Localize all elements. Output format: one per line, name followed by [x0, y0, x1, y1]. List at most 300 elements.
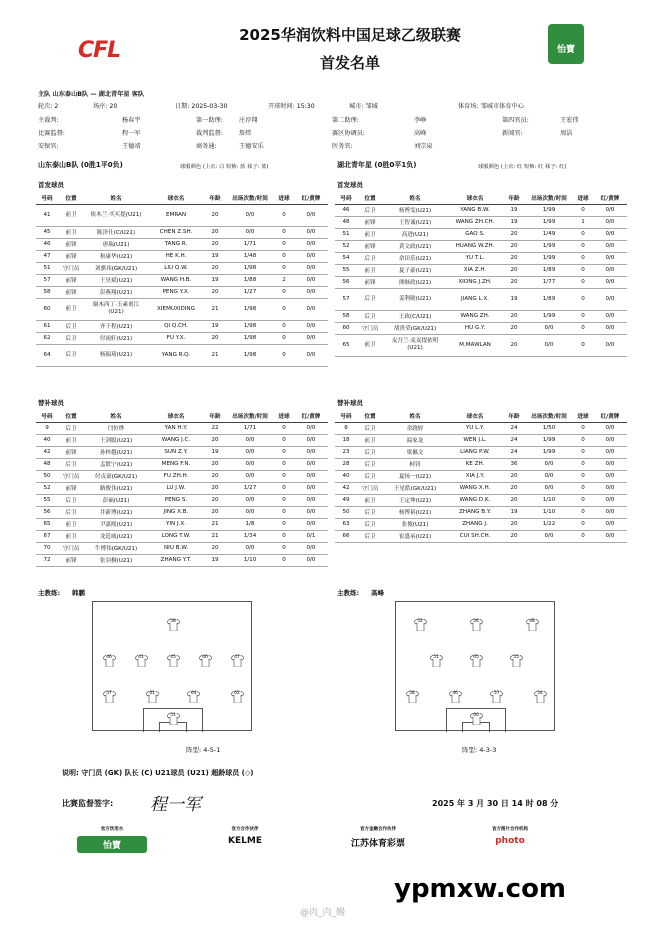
- player-number: 60: [473, 713, 479, 718]
- cell-name: 闫恒烨: [84, 422, 148, 434]
- cell-shirt: QI Q.CH.: [148, 320, 204, 332]
- cell-apps: 1/50: [525, 422, 573, 434]
- cell-cards: 0/0: [294, 482, 328, 494]
- cell-shirt: YU T.L.: [447, 252, 503, 264]
- cell-apps: 0/0: [525, 334, 573, 356]
- supervisor-signature: 程一军: [150, 795, 201, 815]
- player-shirt-icon: [470, 616, 483, 628]
- cell-age: 20: [204, 494, 226, 506]
- cell-pos: 前卫: [357, 264, 383, 276]
- cell-apps: 1/22: [525, 518, 573, 530]
- partner-block: [77, 826, 147, 853]
- cell-goals: 0: [274, 494, 294, 506]
- home-team-title: 山东泰山B队 (0胜1平0负): [38, 161, 123, 169]
- cell-no: 58: [335, 310, 357, 322]
- cell-shirt: MENG F.N.: [148, 458, 204, 470]
- cell-shirt: M.MAWLAN: [447, 334, 503, 356]
- player-shirt-icon: [490, 688, 503, 700]
- cell-shirt: SUN Z.Y.: [148, 446, 204, 458]
- table-row: [36, 298, 328, 320]
- table-row: [36, 262, 328, 274]
- away-formation-pitch: [395, 601, 555, 731]
- cell-cards: 0/0: [294, 204, 328, 226]
- table-row: [36, 320, 328, 332]
- player-number: 58: [409, 691, 415, 696]
- cell-goals: 0: [274, 554, 294, 566]
- cell-goals: 0: [573, 506, 593, 518]
- player-shirt-icon: [430, 652, 443, 664]
- cell-age: 24: [503, 434, 525, 446]
- column-header: 位置: [357, 192, 383, 204]
- cell-goals: 0: [274, 262, 294, 274]
- cell-age: 20: [503, 494, 525, 506]
- cell-apps: 1/10: [226, 554, 274, 566]
- cell-cards: 0/0: [593, 322, 627, 334]
- cell-shirt: ZHANG Y.T.: [148, 554, 204, 566]
- cell-pos: 前卫: [357, 228, 383, 240]
- referee: 杨春宇: [122, 117, 141, 124]
- cell-no: 51: [36, 262, 58, 274]
- cell-apps: 0/0: [226, 470, 274, 482]
- cell-cards: 0/0: [593, 276, 627, 288]
- cell-shirt: JIANG L.X.: [447, 288, 503, 310]
- table-row: [335, 310, 627, 322]
- cell-pos: 后卫: [357, 470, 383, 482]
- player-number: 51: [170, 713, 176, 718]
- cell-no: 61: [36, 320, 58, 332]
- cell-no: 50: [335, 506, 357, 518]
- table-row: [36, 204, 328, 226]
- cell-shirt: WANG J.C.: [148, 434, 204, 446]
- cell-no: 58: [36, 286, 58, 298]
- cell-pos: 前卫: [58, 530, 84, 542]
- cell-cards: 0/0: [593, 446, 627, 458]
- cell-no: 18: [335, 434, 357, 446]
- cell-goals: 0: [573, 518, 593, 530]
- cell-no: 45: [36, 226, 58, 238]
- cell-age: 22: [204, 422, 226, 434]
- cell-apps: 1/8: [226, 518, 274, 530]
- security: 王德靖: [122, 143, 141, 150]
- cell-goals: 0: [274, 332, 294, 344]
- cell-age: 36: [503, 458, 525, 470]
- table-row: [335, 334, 627, 356]
- away-subs-table: [335, 410, 627, 543]
- cell-pos: 前锋: [58, 446, 84, 458]
- home-coach: 韩鹏: [72, 589, 85, 597]
- table-row: [335, 506, 627, 518]
- cell-name: 余跷婷: [383, 422, 447, 434]
- table-row: [335, 228, 627, 240]
- table-row: [335, 482, 627, 494]
- cell-goals: 0: [573, 204, 593, 216]
- cell-apps: 1/71: [226, 422, 274, 434]
- column-header: 号码: [335, 192, 357, 204]
- cell-no: 8: [335, 422, 357, 434]
- cell-shirt: LIANG P.W.: [447, 446, 503, 458]
- cell-age: 20: [204, 542, 226, 554]
- cell-name: 张俊(U21): [383, 518, 447, 530]
- fourth-official-label: 第四官员:: [502, 117, 529, 124]
- cell-age: 20: [204, 226, 226, 238]
- cell-age: 20: [204, 332, 226, 344]
- cell-cards: 0/0: [593, 494, 627, 506]
- cell-pos: 守门员: [357, 322, 383, 334]
- cell-name: 孟繁宁(U21): [84, 458, 148, 470]
- home-starters-table: [36, 192, 328, 367]
- cell-cards: 0/0: [294, 434, 328, 446]
- cell-goals: 0: [274, 434, 294, 446]
- player-number: 62: [234, 691, 240, 696]
- cell-name: 温家龙: [383, 434, 447, 446]
- cell-apps: 1/99: [525, 446, 573, 458]
- cell-cards: 0/0: [593, 252, 627, 264]
- cell-shirt: LONG T.W.: [148, 530, 204, 542]
- player-shirt-icon: [187, 688, 200, 700]
- cell-shirt: EMRAN: [148, 204, 204, 226]
- press-officer-label: 新闻官:: [502, 130, 523, 137]
- cell-pos: 前锋: [58, 250, 84, 262]
- table-header-row: [36, 192, 328, 204]
- cell-shirt: XIA J.Y.: [447, 470, 503, 482]
- cell-pos: 后卫: [357, 506, 383, 518]
- table-row: [36, 554, 328, 566]
- cfl-logo: CFL: [78, 38, 121, 63]
- cell-goals: 0: [274, 470, 294, 482]
- cell-goals: 0: [274, 482, 294, 494]
- cell-goals: 0: [573, 252, 593, 264]
- cell-cards: 0/0: [294, 332, 328, 344]
- cell-apps: 1/98: [226, 320, 274, 332]
- cell-pos: 守门员: [58, 262, 84, 274]
- cell-no: 65: [335, 334, 357, 356]
- cell-shirt: HU G.Y.: [447, 322, 503, 334]
- table-row: [335, 204, 627, 216]
- cell-goals: 0: [573, 458, 593, 470]
- table-row: [335, 530, 627, 542]
- home-starters-label: 首发球员: [38, 181, 64, 189]
- column-header: 出场次数/时间: [525, 410, 573, 422]
- cell-apps: 1/88: [226, 274, 274, 286]
- cell-name: 余田乐(U21): [383, 252, 447, 264]
- cell-name: 姜利勋(U21): [383, 288, 447, 310]
- cell-apps: 0/0: [226, 434, 274, 446]
- cell-age: 24: [503, 422, 525, 434]
- cell-apps: 1/89: [525, 264, 573, 276]
- column-header: 姓名: [383, 192, 447, 204]
- partner-role: 官方合作伙伴: [231, 827, 259, 832]
- cell-cards: 0/0: [294, 494, 328, 506]
- column-header: 红/黄牌: [593, 192, 627, 204]
- cell-name: 王昊斌(U21): [84, 274, 148, 286]
- column-header: 姓名: [84, 192, 148, 204]
- commercial: 王德安乐: [239, 143, 264, 150]
- cell-name: 黄文政(U21): [383, 240, 447, 252]
- column-header: 号码: [36, 410, 58, 422]
- partner-logo: 江苏体育彩票: [350, 839, 405, 849]
- cell-goals: 0: [274, 250, 294, 262]
- cell-age: 19: [204, 554, 226, 566]
- cell-pos: 后卫: [58, 494, 84, 506]
- cell-pos: 后卫: [357, 310, 383, 322]
- cell-goals: 0: [573, 470, 593, 482]
- away-subs-label: 替补球员: [337, 399, 363, 407]
- cell-goals: 0: [573, 310, 593, 322]
- cell-shirt: YIN J.X.: [148, 518, 204, 530]
- cell-no: 40: [36, 434, 58, 446]
- away-coach-label: 主教练:: [337, 589, 360, 597]
- cell-no: 51: [335, 228, 357, 240]
- table-row: [36, 422, 328, 434]
- ar2-label: 第二助理:: [332, 117, 359, 124]
- player-shirt-icon: [146, 688, 159, 700]
- table-row: [335, 518, 627, 530]
- table-row: [36, 542, 328, 554]
- cell-apps: 1/48: [226, 250, 274, 262]
- cell-apps: 1/99: [525, 252, 573, 264]
- cell-name: 熊继政(U21): [383, 276, 447, 288]
- cell-cards: 0/0: [294, 470, 328, 482]
- player-number: 46: [452, 691, 459, 696]
- cell-apps: 1/99: [525, 434, 573, 446]
- cell-no: 70: [36, 542, 58, 554]
- cell-goals: 0: [573, 482, 593, 494]
- cell-age: 19: [204, 446, 226, 458]
- column-header: 出场次数/时间: [226, 192, 274, 204]
- cell-pos: 守门员: [58, 542, 84, 554]
- cell-goals: 0: [573, 228, 593, 240]
- cell-no: 57: [36, 274, 58, 286]
- teams-label: 主队 山东泰山B队 — 湖北青年星 客队: [38, 91, 145, 98]
- cell-pos: 前卫: [58, 434, 84, 446]
- table-row: [335, 264, 627, 276]
- cell-no: 42: [36, 446, 58, 458]
- cell-goals: 0: [274, 204, 294, 226]
- security-label: 安保官:: [38, 143, 59, 150]
- cell-age: 20: [204, 482, 226, 494]
- cell-name: 齐千程(U21): [84, 320, 148, 332]
- cell-name: 尹嘉熙(U21): [84, 518, 148, 530]
- cell-goals: 0: [274, 320, 294, 332]
- cell-apps: 0/0: [525, 458, 573, 470]
- cell-pos: 后卫: [58, 320, 84, 332]
- cell-age: 20: [503, 252, 525, 264]
- sign-date: 2025 年 3 月 30 日 14 时 08 分: [432, 799, 559, 808]
- cell-apps: 1/27: [226, 482, 274, 494]
- venue-coordinator: 高峰: [414, 130, 427, 137]
- cell-name: 胡贵荣(GK/U21): [383, 322, 447, 334]
- cell-pos: 后卫: [58, 506, 84, 518]
- cell-cards: 0/0: [593, 482, 627, 494]
- cell-no: 42: [335, 482, 357, 494]
- medical-label: 医务官:: [332, 143, 353, 150]
- cell-goals: 0: [573, 494, 593, 506]
- table-row: [36, 458, 328, 470]
- column-header: 进球: [573, 192, 593, 204]
- cell-shirt: XIONG J.ZH.: [447, 276, 503, 288]
- cell-no: 55: [335, 264, 357, 276]
- cell-apps: 1/98: [226, 344, 274, 366]
- cell-no: 52: [36, 482, 58, 494]
- cell-apps: 1/34: [226, 530, 274, 542]
- table-row: [36, 470, 328, 482]
- supervisor: 程一军: [122, 130, 141, 137]
- cell-cards: 0/0: [593, 422, 627, 434]
- cell-apps: 1/99: [525, 310, 573, 322]
- cell-apps: 1/98: [226, 298, 274, 320]
- city: 城市: 邹城: [349, 103, 378, 110]
- cell-pos: 后卫: [357, 446, 383, 458]
- cell-no: 9: [36, 422, 58, 434]
- away-starters-table: [335, 192, 627, 357]
- cell-cards: 0/0: [294, 226, 328, 238]
- cell-apps: 0/0: [525, 470, 573, 482]
- cell-age: 20: [503, 310, 525, 322]
- table-row: [36, 518, 328, 530]
- cell-pos: 前锋: [58, 554, 84, 566]
- partner-block: [210, 826, 280, 846]
- table-row: [36, 274, 328, 286]
- player-shirt-icon: [231, 688, 244, 700]
- cell-cards: 0/0: [294, 422, 328, 434]
- venue-coordinator-label: 赛区协调员:: [332, 130, 366, 137]
- cell-age: 20: [503, 228, 525, 240]
- cell-no: 46: [36, 238, 58, 250]
- cell-cards: 0/0: [294, 238, 328, 250]
- cell-cards: 0/0: [593, 530, 627, 542]
- cell-pos: 后卫: [357, 252, 383, 264]
- cell-shirt: WANG D.K.: [447, 494, 503, 506]
- player-number: 56: [473, 619, 479, 624]
- player-number: 41: [138, 655, 144, 660]
- player-number: 45: [170, 655, 176, 660]
- player-shirt-icon: [470, 710, 483, 722]
- cell-cards: 0/0: [294, 446, 328, 458]
- cell-name: 王星皓(GK/U21): [383, 482, 447, 494]
- cell-pos: 守门员: [58, 470, 84, 482]
- ar1: 庄淳翔: [239, 117, 258, 124]
- cell-pos: 前锋: [58, 482, 84, 494]
- cell-apps: 1/10: [525, 494, 573, 506]
- cell-shirt: CHEN Z.SH.: [148, 226, 204, 238]
- player-number: 57: [493, 691, 500, 696]
- cell-goals: 0: [274, 344, 294, 366]
- cell-cards: 0/0: [593, 434, 627, 446]
- away-coach: 高峰: [371, 589, 384, 597]
- cell-age: 21: [204, 298, 226, 320]
- cell-pos: 后卫: [357, 422, 383, 434]
- cell-no: 65: [36, 518, 58, 530]
- cell-no: 47: [36, 250, 58, 262]
- cell-name: 孙梓越(U21): [84, 446, 148, 458]
- table-row: [36, 434, 328, 446]
- cell-name: 谢木西丁·玉素甫江(U21): [84, 298, 148, 320]
- table-header-row: [335, 192, 627, 204]
- partner-role: 官方图片合作机构: [492, 827, 528, 832]
- cell-pos: 守门员: [357, 482, 383, 494]
- press-officer: 周洁: [560, 130, 573, 137]
- cell-goals: 0: [274, 506, 294, 518]
- table-row: [335, 322, 627, 334]
- player-number: 64: [190, 691, 197, 696]
- cell-name: 柯钊: [383, 458, 447, 470]
- cell-age: 19: [204, 320, 226, 332]
- cell-name: 杨博裕(U21): [383, 506, 447, 518]
- away-formation: 阵型: 4-3-3: [462, 746, 497, 754]
- cell-shirt: LIU Q.W.: [148, 262, 204, 274]
- away-starters-label: 首发球员: [337, 181, 363, 189]
- cell-cards: 0/0: [593, 470, 627, 482]
- cell-apps: 0/0: [226, 204, 274, 226]
- cell-apps: 0/0: [226, 446, 274, 458]
- cell-no: 57: [335, 288, 357, 310]
- cell-name: 王定坤(U21): [383, 494, 447, 506]
- cell-apps: 0/0: [525, 322, 573, 334]
- cell-cards: 0/0: [593, 228, 627, 240]
- cell-name: 彭硕(U21): [84, 494, 148, 506]
- cell-goals: 0: [573, 322, 593, 334]
- partner-logo: KELME: [228, 836, 262, 846]
- cell-goals: 0: [274, 542, 294, 554]
- cell-name: 杨博雯(U21): [383, 204, 447, 216]
- cell-goals: 0: [573, 446, 593, 458]
- cell-age: 20: [503, 518, 525, 530]
- cell-age: 20: [204, 458, 226, 470]
- player-number: 48: [529, 619, 535, 624]
- cell-name: 高进(U21): [383, 228, 447, 240]
- column-header: 球衣名: [447, 410, 503, 422]
- cell-apps: 0/0: [226, 226, 274, 238]
- cell-goals: 1: [573, 216, 593, 228]
- cell-apps: 0/0: [226, 494, 274, 506]
- cell-cards: 0/0: [294, 286, 328, 298]
- cell-cards: 0/0: [593, 310, 627, 322]
- cell-age: 20: [204, 204, 226, 226]
- table-row: [335, 494, 627, 506]
- home-formation-pitch: [92, 601, 252, 731]
- cell-no: 50: [36, 470, 58, 482]
- cell-pos: 前锋: [357, 216, 383, 228]
- cell-goals: 0: [573, 276, 593, 288]
- table-row: [36, 446, 328, 458]
- cell-cards: 0/0: [593, 240, 627, 252]
- cell-name: 王智诚(U21): [383, 216, 447, 228]
- cell-shirt: WEN J.L.: [447, 434, 503, 446]
- cell-goals: 0: [274, 422, 294, 434]
- cell-no: 54: [335, 252, 357, 264]
- player-shirt-icon: [526, 616, 539, 628]
- cell-pos: 前卫: [58, 518, 84, 530]
- cell-shirt: TANG R.: [148, 238, 204, 250]
- cell-shirt: XIEMUXIDING: [148, 298, 204, 320]
- cell-cards: 0/0: [294, 344, 328, 366]
- match-no: 场序: 20: [93, 103, 118, 110]
- cell-cards: 0/1: [294, 530, 328, 542]
- cell-pos: 后卫: [357, 518, 383, 530]
- cell-age: 19: [503, 288, 525, 310]
- column-header: 年龄: [503, 410, 525, 422]
- cell-cards: 0/0: [593, 288, 627, 310]
- cell-age: 21: [204, 530, 226, 542]
- table-row: [36, 226, 328, 238]
- away-team-title: 湖北青年星 (0胜0平1负): [337, 161, 417, 169]
- cell-no: 40: [335, 470, 357, 482]
- cell-no: 48: [335, 216, 357, 228]
- table-row: [335, 446, 627, 458]
- cell-age: 19: [503, 216, 525, 228]
- table-row: [36, 494, 328, 506]
- cell-pos: 前卫: [357, 494, 383, 506]
